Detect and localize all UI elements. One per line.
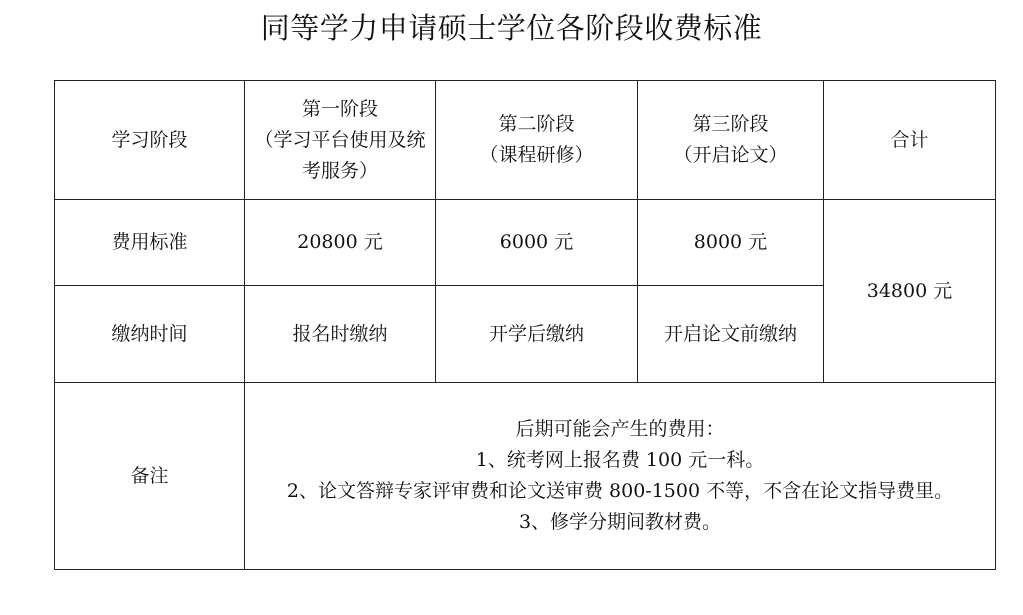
fee-row — [55, 200, 996, 286]
total-header: 合计 — [824, 81, 996, 200]
note-line: 3、修学分期间教材费。 — [518, 511, 722, 533]
row-label-fee: 费用标准 — [55, 200, 245, 286]
note-line: 1、统考网上报名费 100 元一科。 — [475, 449, 765, 471]
notes-row — [55, 383, 996, 570]
stage2-payment: 开学后缴纳 — [436, 286, 638, 383]
stage3-subtitle: （开启论文） — [673, 144, 788, 166]
page-title: 同等学力申请硕士学位各阶段收费标准 — [260, 11, 763, 45]
stage2-subtitle: （课程研修） — [479, 144, 594, 166]
stage1-title: 第一阶段 — [301, 97, 378, 120]
fee-table — [54, 80, 996, 570]
row-label-stage: 学习阶段 — [55, 81, 245, 200]
stage3-title: 第三阶段 — [692, 113, 769, 135]
stage1-payment: 报名时缴纳 — [245, 286, 436, 383]
note-line: 后期可能会产生的费用： — [515, 418, 725, 440]
header-row — [55, 81, 996, 200]
note-line: 2、论文答辩专家评审费和论文送审费 800-1500 不等，不含在论文指导费里。 — [286, 480, 954, 502]
stage1-subtitle: （学习平台使用及统考服务） — [254, 128, 426, 182]
stage3-header — [638, 81, 824, 200]
row-label-payment: 缴纳时间 — [55, 286, 245, 383]
notes-cell — [245, 383, 996, 570]
stage2-header — [436, 81, 638, 200]
stage3-payment: 开启论文前缴纳 — [638, 286, 824, 383]
stage1-fee: 20800 元 — [245, 200, 436, 286]
stage1-header — [245, 81, 436, 200]
stage3-fee: 8000 元 — [638, 200, 824, 286]
stage2-fee: 6000 元 — [436, 200, 638, 286]
row-label-notes: 备注 — [55, 383, 245, 570]
total-fee: 34800 元 — [824, 200, 996, 383]
stage2-title: 第二阶段 — [498, 113, 575, 135]
